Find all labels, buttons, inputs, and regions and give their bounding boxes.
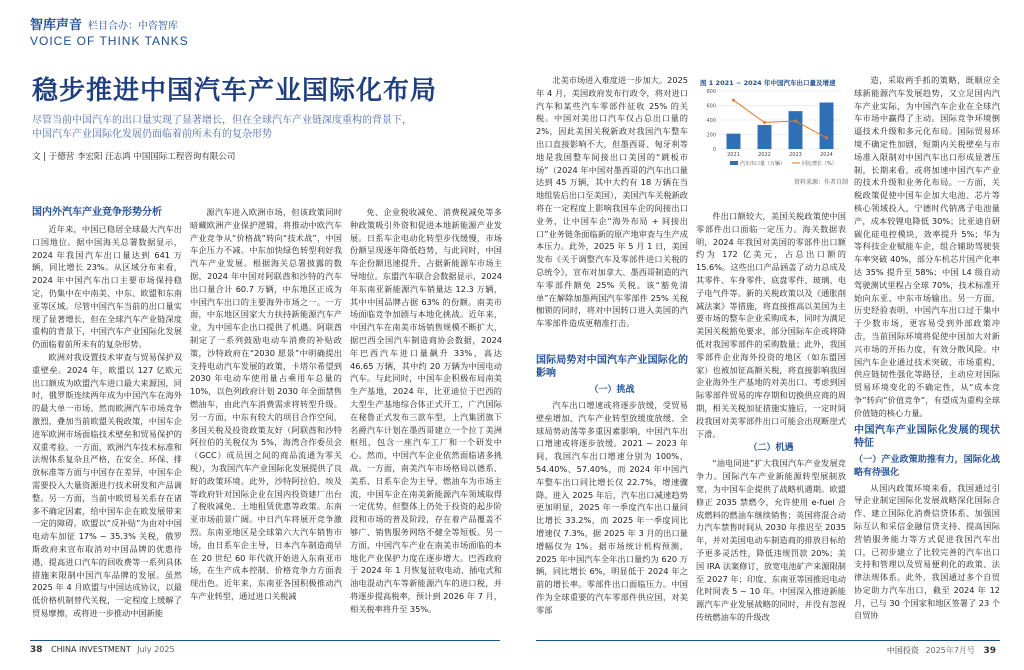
legend-swatch-bar [730, 161, 738, 165]
chart-source: 资料来源：作者自制 [793, 179, 848, 186]
lead-line-2: 中国汽车产业国际化发展仍面临着前所未有的复杂形势 [32, 129, 272, 140]
paragraph: 免、企业税收减免、消费税减免等多种政策吸引外资和促进本地新能源产业发展。日系车企电动化转型步伐缓慢，市场份额呈现逐年降低趋势，与此同时，中国车企份额迅速提升，占据新能源车市场主导地位。东盟汽车联合会数据显示，2024 年东南亚新能源汽车销量达 12.3 万辆，其中中国品牌占据 63% 的份额。南美市场面临竞争加剧与本地化挑战。近年来，中国汽车在南美市场销售规模不断扩大，据巴西全国汽车制造商协会数据，2024 年巴西汽车进口量飙升 33%，高达 46.65 万辆，其中约 20 万辆为中国电动汽车。与此同时，中国车企积极布局南美生产基地，2024 年，比亚迪位于巴西的大型生产基地综合体正式开工，广汽国际在秘鲁正式发布三款车型，上汽集团旗下名爵汽车计划在墨西哥建立一个拉丁美洲枢纽，包含一座汽车工厂和一个研发中心。然而，中国汽车企业依然面临诸多挑战。一方面，南美汽车市场格局以德系、美系、日系车企为主导，燃油车为市场主流，中国车企在南美新能源汽车领域取得一定优势，但整体上仍处于投资的起步阶段和市场的普及阶段，存在着产品覆盖不够广、销售服务网络不健全等短板。另一方面，中国汽车产业在南美市场面临的本地化产业保护力度在逐步增大。巴西政府于 2024 年 1 月恢复征收电动、插电式和油电混动汽车等新能源汽车的进口税，并将逐步提高税率，预计到 2026 年 7 月，相关税率将升至 35%。 [350, 207, 502, 614]
subsection-challenge: （一）挑战 [589, 385, 635, 395]
column-1 [32, 206, 182, 634]
paragraph: 造，采取两手抓的策略，既顺应全球新能源汽车发展趋势，又立足国内汽车产业实际，为中国汽车企业在全球汽车市场中赢得了主动。国际竞争环境倒逼技术升级和多元化布局。国际贸易环境不确定性加剧，短期内关税壁垒与市场准入限制对中国汽车出口形成显著压制，长期来看，或将加速中国汽车产业的技术升级和业务化布局。一方面，关税政策促使中国车企加大电池、芯片等核心领域投入，宁德时代钠离子电池量产，成本较锂电降低 30%；比亚迪自研碳化硅电控模块，效率提升 5%；华为等科技企业赋能车企，组合辅助驾驶装车率突破 40%，部分车机芯片国产化率达 35% 提升至 58%；中国 L4 级自动驾驶测试里程占全球 70%，技术标准开始向东亚、中东市场输出。另一方面，历史经验表明，中国汽车出口过于集中于少数市场，更容易受到外部政策冲击，当前国际环境将促使中国加大对新兴市场的开拓力度，有效分散风险。中国汽车企业通过技术突破、市场重构、供应链韧性强化等路径，主动应对国际贸易环境变化的不确定性，从“成本竞争”转向“价值竞争”，有望成为重构全球价值链的核心力量。 [854, 75, 1000, 418]
issue-date-cn: 2025年7月号 [925, 646, 975, 655]
issue-date-en: July 2025 [137, 645, 175, 654]
chart-title: 图 1 2021 ~ 2024 年中国汽车出口量及增速 [700, 79, 836, 87]
footer-left [30, 645, 175, 655]
x-tick-label: 2024 [820, 152, 833, 158]
legend-label-line: 同比增长（%） [802, 161, 837, 167]
column-3 [350, 206, 502, 634]
subsection-policy: （一）产业政策助推有力，国际化战略有待强化 [854, 454, 1000, 478]
section-heading-3: 中国汽车产业国际化发展的现状特征 [854, 424, 1000, 449]
x-tick-label: 2023 [789, 152, 802, 158]
export-chart [700, 78, 848, 188]
paragraph: 从国内政策环境来看，我国通过引导企业制定国际化发展战略深化国际合作、建立国际化消费信贷体系、加强国际互认和采信金融信贷支持、提高国际营销服务能力等方式促进我国汽车出口，已初步建立了比较完善的汽车出口支持和管理以及贸易便利化的政策、法律法规体系。此外，我国通过多个自贸协定助力汽车出口，截至 2024 年 12 月，已与 30 个国家和地区签署了 23 个自贸协 [854, 482, 1000, 621]
paragraph: 欧洲对我设置技术审查与贸易保护双重壁垒。2024 年，欧盟以 127 亿欧元出口额成为欧盟汽车进口最大来源国，同时，俄罗斯连续两年成为中国汽车在海外的最大单一市场。然而欧洲汽车市场竞争激烈，叠加当前欧盟关税政策，中国车企进军欧洲市场面临技术壁垒和贸易保护的双重考验。一方面，欧洲汽车技术标准和法规体系复杂且严格，在安全、环保、排放标准等方面与中国存在差异，中国车企需要投入大量资源进行技术研发和产品调整。另一方面，当前中欧贸易关系存在诸多不确定因素，给中国车企在欧发展带来一定的障碍。欧盟以“反补贴”为由对中国电动车加征 17% ~ 35.3% 关税，俄罗斯政府来宣布取消对中国品牌的优惠待遇，提高进口汽车的回收费等一系列具体措施来限制中国汽车品牌的发展。虽然 2025 年 4 月欧盟与中国达成协议，以最低价格机制替代关税，一定程度上缓解了贸易摩擦，或将进一步推动中国新能 [32, 351, 182, 618]
growth-point [763, 121, 766, 124]
column-label: 栏目合办：中咨智库 [88, 21, 179, 32]
y-tick-label: 200 [706, 132, 716, 139]
paragraph: 件出口额较大，美国关税政策使中国零部件出口面临一定压力。海关数据表明，2024 年我国对美国的零部件出口额约为 172 亿美元，占总出口额的 15.6%。这些出口产品涵盖了动力总成及其零件、车身零件、底盘零件、玻璃、电子电气件等。新的关税政策以及《通胀削减法案》等措施，将直接推高以美国为主要市场的整车企业采购成本，同时为满足美国关税豁免要求，部分国际车企或将降低对我国零部件的采购数量；此外，我国零部件企业海外投资的地区（如东盟国家）也被加征高额关税，将直接影响我国企业海外生产基地的对美出口。考虑到国际零部件贸易的库存期和切换供应商的周期，相关关税加征措施实施后，一定时间段我国对美零部件出口可能会出现断崖式下滑。 [696, 211, 846, 439]
paragraph: 北美市场进入难度进一步加大。2025 年 4 月，美国政府发布行政令，将对进口汽车和某些汽车零部件征收 25% 的关税。中国对美出口汽车仅占总出口量的 2%，因此美国关税新政对我国汽车整车出口直接影响不大，但墨西哥、匈牙利等地是我国整车间接出口美国的“跳板市场”（2024 年中国对墨西哥的汽车出口量达到 45 万辆，其中大约有 18 万辆在当地组装后出口至美国），美国汽车关税新政将在一定程度上影响我国车企的间接出口业务，让中国车企“海外布局 + 间接出口”业务链条面临新的原产地审查与生产成本压力。此外，2025 年 5 月 1 日，美国发布《关于调整汽车及零部件进口关税的总统令》，宣布对加拿大、墨西哥制造的汽车零部件额免 25% 关税。该“豁免清单”在解除加墨两国汽车零部件 25% 关税枷锁的同时，将对中国转口进入美国的汽车零部件造成更精准打击。 [536, 75, 688, 329]
growth-point [825, 136, 828, 139]
chart-svg [700, 87, 848, 173]
header-brand [30, 14, 178, 33]
bar [789, 111, 803, 149]
bar [758, 125, 772, 149]
column-6 [854, 74, 1000, 634]
y-tick-label: 600 [706, 103, 716, 110]
footer-right [887, 645, 996, 656]
y-tick-label: 400 [706, 118, 716, 124]
section-heading-2: 国际局势对中国汽车产业国际化的影响 [536, 355, 688, 379]
paragraph: “油电同进”扩大我国汽车产业发展竞争力。国际汽车产业新能源转型展制放宽，为中国车企提供了战略机遇期。欧盟修正 2035 禁燃令，允许使用 e-fuel 合成燃料的燃油车继续销售；英国将混合动力汽车禁售时间从 2030 年推迟至 2035 年，并对美国电动车制造商的排放目标给予更多灵活性，降低违规罚款 20%；美国 IRA 法案修订，放宽电池矿产来源限制至 2027 年；印度、东南亚等国推迟电动化时间表 5 ~ 10 年。中国深入推进新能源汽车产业发展战略的同时，并没有忽视传统燃油车的升级改 [696, 458, 846, 622]
article-title: 稳步推进中国汽车产业国际化布局 [32, 76, 438, 106]
column-4-bottom [536, 354, 688, 634]
y-tick-label: 0 [712, 147, 716, 153]
bar [727, 134, 741, 149]
column-5 [696, 210, 846, 634]
section-heading-1: 国内外汽车产业竞争形势分析 [32, 207, 162, 218]
legend-label-bar: 汽车出口量（万辆） [740, 161, 786, 167]
voice-label: VOICE OF THINK TANKS [30, 34, 189, 48]
growth-point [732, 99, 735, 102]
author-line: 文 | 于德营 李宏阳 汪志鸿 中国国际工程咨询有限公司 [32, 152, 236, 162]
column-4-top [536, 74, 688, 348]
magazine-name-en: CHINA INVESTMENT [51, 645, 131, 654]
subsection-opportunity: （二）机遇 [748, 443, 794, 454]
column-2 [190, 206, 342, 634]
paragraph: 近年来，中国已稳居全球最大汽车出口国地位。据中国海关总署数据显示，2024 年我国汽车出口量达到 641 万辆，同比增长 23%。从区域分布来看，2024 年中国汽车出口主要市场保持稳定，仍集中在中南美、中东、欧盟和东南亚等区域。尽管中国汽车当前的出口量实现了显著增长，但在全球汽车产业链深度重构的背景下，中国汽车产业国际化发展仍面临着前所未有的复杂形势。 [32, 224, 182, 350]
y-tick-label: 800 [706, 89, 716, 95]
paragraph: 源汽车进入欧洲市场，但该政策同时暗藏欧洲产业保护逻辑，将推动中欧汽车产业竞争从“价格战”转向“技术战”，中国车企压力不减。中东加快绿色转型利好我汽车产业发展。根据海关总署披露的数据，2024 年中国对阿联酋和沙特的汽车出口量合计 60.7 万辆，中东地区正成为中国汽车出口的主要海外市场之一。一方面，中东地区国家大力扶持新能源汽车产业，为中国车企出口提供了机遇。阿联酋制定了一系列鼓励电动车消费的补贴政策，沙特政府在“2030 愿景”中明确提出支持电动汽车发展的政策，卡塔尔希望到 2030 年电动车使用量占乘用车总量的 10%，以色列政府计划 2030 年全面禁售燃油车，由此汽车消费需求将转型升级。另一方面，中东有较大的项目合作空间，多国关税及投资政策友好（阿联酋和沙特阿拉伯的关税仅为 5%，海湾合作委员会（GCC）成员国之间的商品流通为零关税），为我国汽车产业国际化发展提供了良好的政策环境。此外，沙特阿拉伯、埃及等政府针对国际企业在国内投资建厂出台了税收减免、土地租赁优惠等政策。东南亚市场前景广阔。中日汽车将展开竞争激烈。东南亚地区是全球第六大汽车销售市场，由日系车企主导，日本汽车制造商早在 20 世纪 60 年代就开始进入东南亚市场，在生产成本控制、价格竞争力方面表现出色。近年来，东南亚各国积极推动汽车产业转型，通过进口关税减 [190, 207, 342, 601]
magazine-name-cn: 中国投资 [886, 646, 919, 655]
paragraph: 汽车出口增速或将逐步放缓，受贸易壁垒增加、汽车产业转型放缓度放缓、全球局势动荡等多重因素影响，中国汽车出口增速或将逐步放缓。2021 ~ 2023 年间，我国汽车出口增速分别为 100%、54.40%、57.40%，而 2024 年中国汽车整车出口同比增长仅 22.7%，增速骤降。进入 2025 年后，汽车出口减速趋势更加明显，2025 年一季度汽车出口量同比增长 33.2%，而 2025 年一季度同比增速仅 7.3%，据 2025 年 3 月的出口量增幅仅为 1%。据市场统计机构预测，2025 年中国汽车全年出口量约为 620 万辆，同比增长 6%，明显低于 2024 年之前的增长率。零部件出口面临压力。中国作为全球重要的汽车零部件供应国，对美零部 [536, 400, 688, 615]
lead-line-1: 尽管当前中国汽车的出口量实现了显著增长，但在全球汽车产业链深度重构的背景下， [32, 115, 412, 126]
page-number-left: 38 [30, 645, 43, 655]
growth-line [734, 100, 827, 138]
x-tick-label: 2022 [758, 152, 771, 158]
page-number-right: 39 [983, 646, 996, 656]
growth-point [794, 119, 797, 122]
brand-name: 智库声音 [30, 18, 83, 33]
bar [820, 103, 834, 149]
x-tick-label: 2021 [727, 152, 740, 158]
